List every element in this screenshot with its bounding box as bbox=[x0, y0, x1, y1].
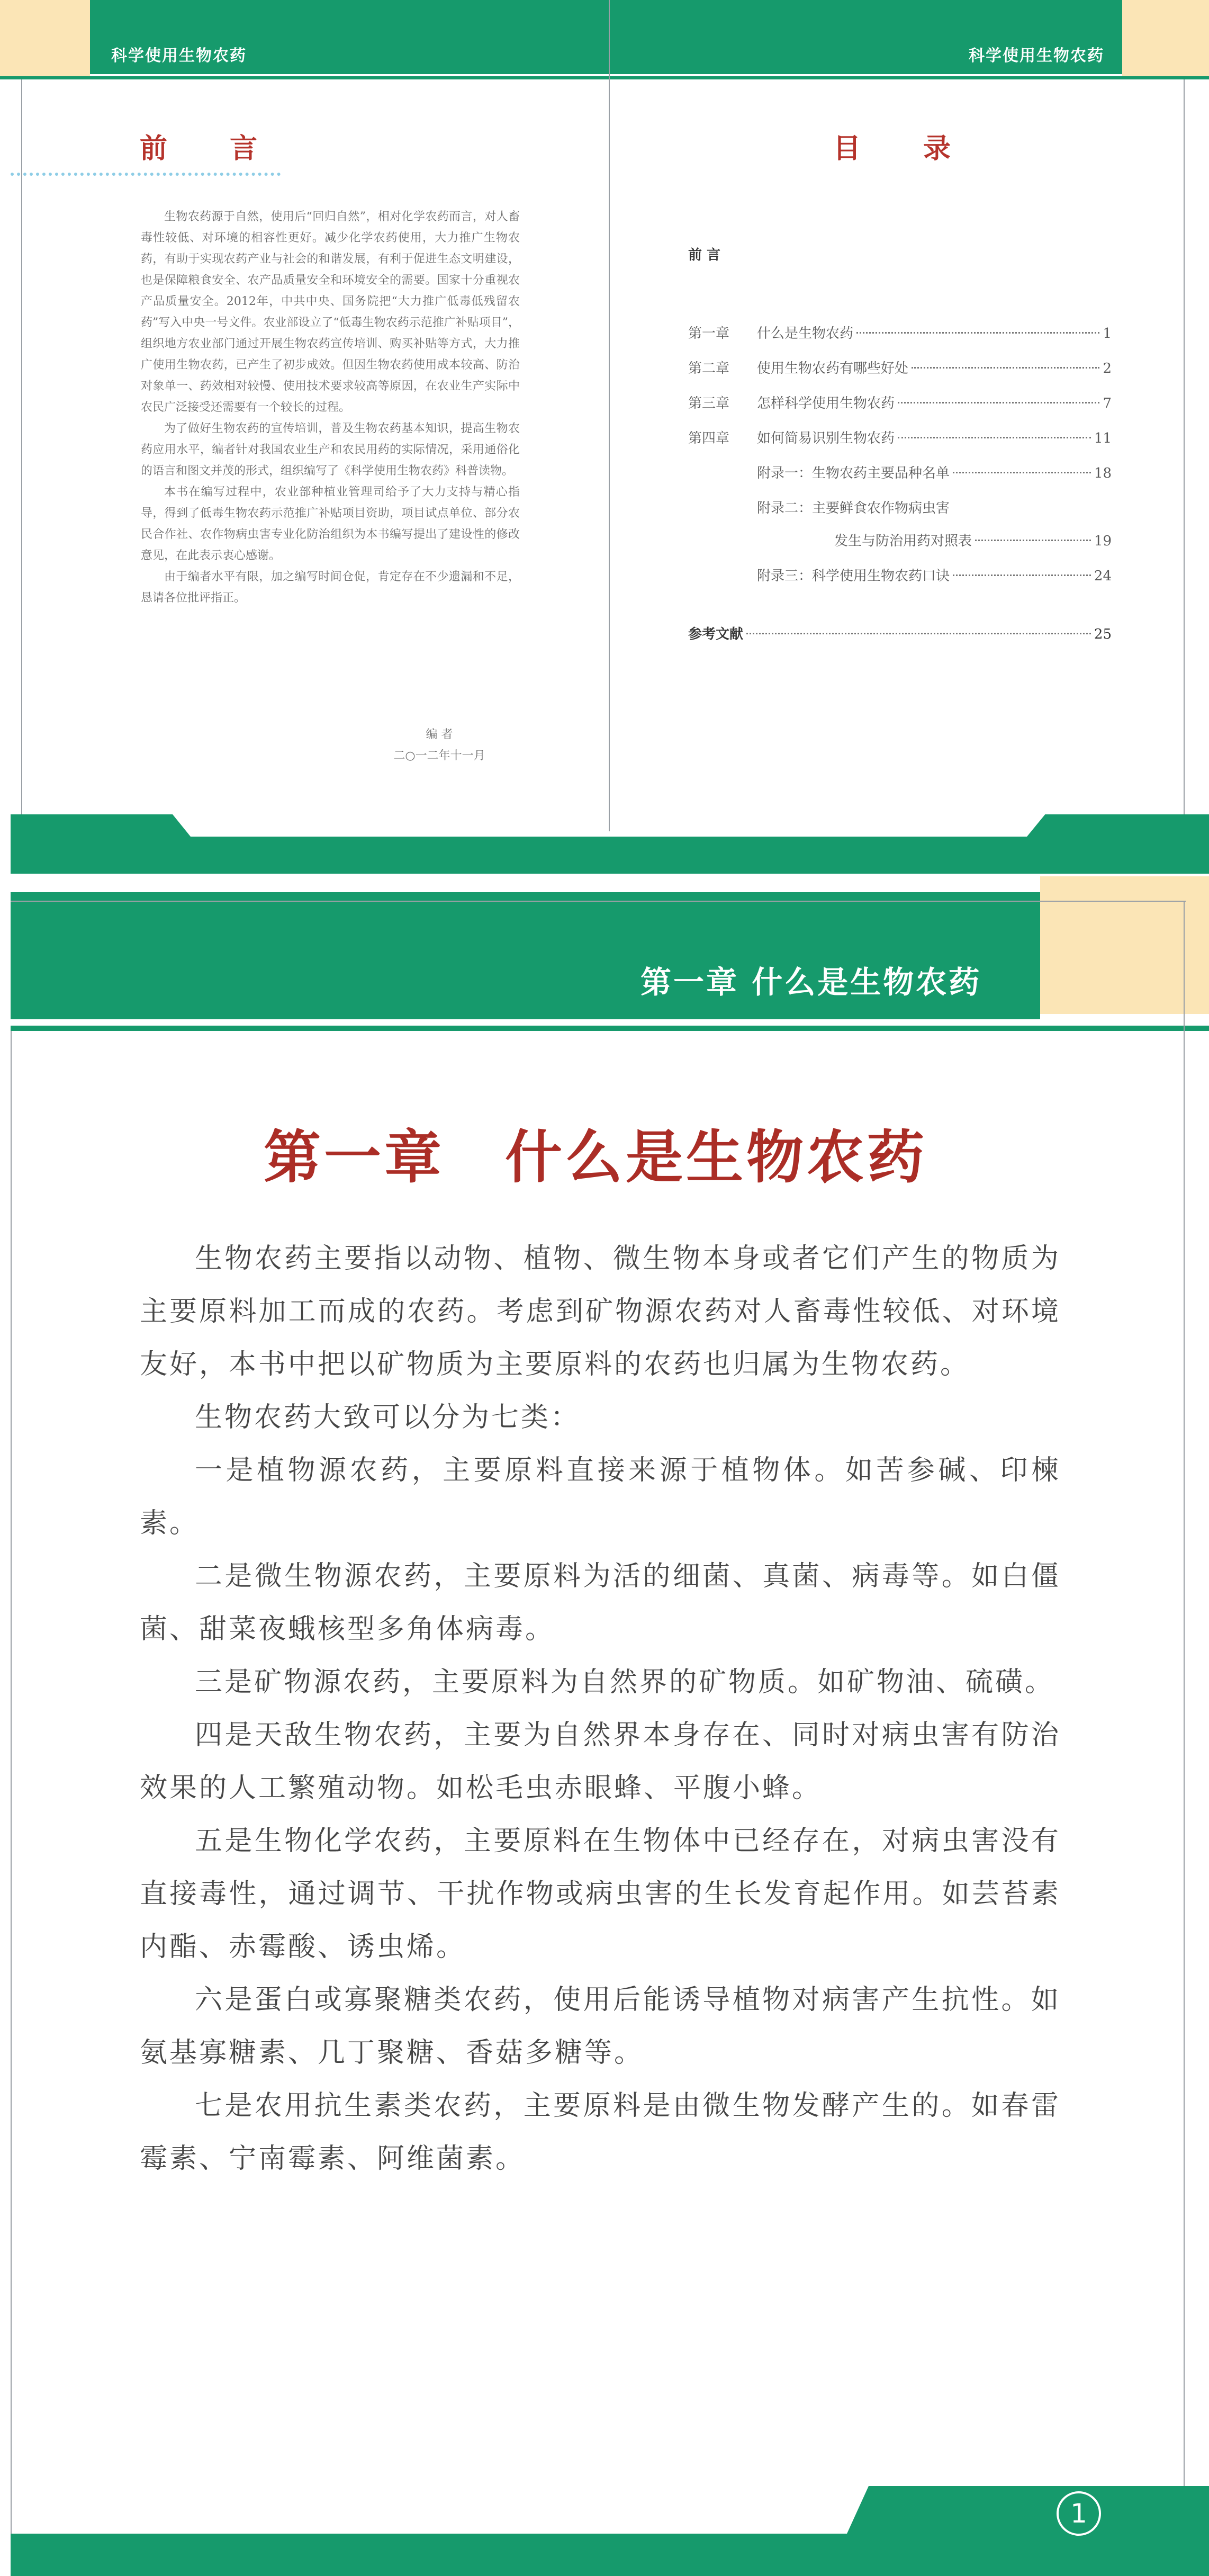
toc-item[interactable] bbox=[688, 427, 1112, 450]
chapter-frame-left bbox=[11, 1031, 12, 2556]
chapter-paragraph: 生物农药大致可以分为七类： bbox=[195, 1402, 581, 1433]
toc-leader bbox=[953, 575, 1091, 576]
page-number-badge: 1 bbox=[1057, 2491, 1101, 2536]
chapter-paragraph: 生物农药主要指以动物、植物、微生物本身或者它们产生的物质为主要原料加工而成的农药。考虑到矿物源农药对人畜毒性较低、对环境友好，本书中把以矿物质为主要原料的农药也归属为生物农药。 bbox=[140, 1243, 1061, 1380]
toc-appendix-item[interactable] bbox=[688, 497, 1112, 520]
toc-appendix-item-continued[interactable] bbox=[688, 529, 1112, 553]
toc-leader bbox=[898, 437, 1091, 438]
header-title-right: 科学使用生物农药 bbox=[969, 47, 1104, 65]
toc-chapter-label: 第二章 bbox=[688, 361, 730, 376]
toc-leader bbox=[898, 402, 1099, 403]
frame-left bbox=[21, 79, 22, 831]
spread-footer-band bbox=[11, 837, 1209, 874]
toc-title: 附录一：生物农药主要品种名单 bbox=[757, 465, 950, 481]
toc-title: 参考文献 bbox=[688, 626, 744, 642]
preface-paragraph: 为了做好生物农药的宣传培训，普及生物农药基本知识，提高生物农药应用水平，编者针对我国农业生产和农民用药的实际情况，采用通俗化的语言和图文并茂的形式，组织编写了《科学使用生物农药》科普读物。 bbox=[141, 422, 520, 478]
frame-right bbox=[1184, 79, 1185, 831]
chapter-paragraph: 三是矿物源农药，主要原料为自然界的矿物质。如矿物油、硫磺。 bbox=[195, 1666, 1055, 1698]
preface-paragraph: 本书在编写过程中，农业部种植业管理司给予了大力支持与精心指导，得到了低毒生物农药示范推广补贴项目资助，项目试点单位、部分农民合作社、农作物病虫害专业化防治组织为本书编写提出了建设性的修改意见，在此表示衷心感谢。 bbox=[141, 486, 520, 562]
header-title-left: 科学使用生物农药 bbox=[111, 47, 247, 65]
toc-title: 使用生物农药有哪些好处 bbox=[757, 361, 909, 376]
toc-page: 11 bbox=[1094, 430, 1112, 446]
toc-appendix-item[interactable] bbox=[688, 462, 1112, 485]
preface-body bbox=[141, 207, 520, 609]
page-gutter bbox=[609, 0, 610, 831]
toc-preface-entry: 前 言 bbox=[688, 247, 721, 263]
toc-page: 7 bbox=[1103, 396, 1112, 411]
toc-page: 2 bbox=[1103, 361, 1112, 376]
toc-page: 18 bbox=[1094, 465, 1112, 481]
toc-title: 怎样科学使用生物农药 bbox=[757, 396, 895, 411]
chapter-banner-title: 第一章 什么是生物农药 bbox=[640, 964, 982, 1000]
top-spread bbox=[0, 0, 1209, 876]
chapter-page bbox=[0, 876, 1209, 2576]
toc-page: 1 bbox=[1103, 326, 1112, 342]
toc-title: 发生与防治用药对照表 bbox=[834, 533, 972, 549]
chapter-paragraph: 七是农用抗生素类农药，主要原料是由微生物发酵产生的。如春雷霉素、宁南霉素、阿维菌素。 bbox=[140, 2090, 1061, 2175]
preface-dotted-divider bbox=[11, 173, 281, 176]
preface-paragraph: 由于编者水平有限，加之编写时间仓促，肯定存在不少遗漏和不足，恳请各位批评指正。 bbox=[141, 570, 520, 605]
toc-references-item[interactable] bbox=[688, 623, 1112, 646]
header-cream-left bbox=[0, 0, 90, 78]
toc-leader bbox=[856, 332, 1099, 334]
chapter-frame-right bbox=[1184, 901, 1185, 2558]
toc-title: 什么是生物农药 bbox=[757, 326, 854, 342]
chapter-paragraph: 四是天敌生物农药，主要为自然界本身存在、同时对病虫害有防治效果的人工繁殖动物。如松毛虫赤眼蜂、平腹小蜂。 bbox=[140, 1719, 1061, 1804]
chapter-body bbox=[140, 1232, 1061, 2185]
toc-page: 24 bbox=[1094, 568, 1112, 584]
toc-item[interactable] bbox=[688, 392, 1112, 415]
chapter-footer-tab bbox=[847, 2486, 1209, 2534]
chapter-paragraph: 六是蛋白或寡聚糖类农药，使用后能诱导植物对病害产生抗性。如氨基寡糖素、几丁聚糖、香菇多糖等。 bbox=[140, 1984, 1061, 2069]
chapter-heading: 第一章 什么是生物农药 bbox=[263, 1124, 927, 1191]
toc-title: 如何简易识别生物农药 bbox=[757, 430, 895, 446]
toc-page: 25 bbox=[1094, 626, 1112, 642]
toc-title: 附录三：科学使用生物农药口诀 bbox=[757, 568, 950, 584]
toc-title: 附录二：主要鲜食农作物病虫害 bbox=[757, 500, 950, 516]
toc-item[interactable] bbox=[688, 322, 1112, 345]
chapter-banner-rule bbox=[11, 1026, 1209, 1031]
toc-leader bbox=[912, 367, 1099, 369]
header-cream-right bbox=[1122, 0, 1209, 78]
spread-footer-right-tab bbox=[1027, 814, 1209, 837]
chapter-frame-top bbox=[11, 901, 1186, 902]
toc-chapter-label: 第一章 bbox=[688, 326, 730, 342]
chapter-footer-band bbox=[11, 2534, 1209, 2576]
preface-paragraph: 生物农药源于自然，使用后“回归自然”，相对化学农药而言，对人畜毒性较低、对环境的相容性更好。减少化学农药使用，大力推广生物农药，有助于实现农药产业与社会的和谐发展，有利于促进生态文明建设，也是保障粮食安全、农产品质量安全和环境安全的需要。国家十分重视农产品质量安全。2012年，中共中央、国务院把“大力推广低毒低残留农药”写入中央一号文件。农业部设立了“低毒生物农药示范推广补贴项目”，组织地方农业部门通过开展生物农药宣传培训、购买补贴等方式，大力推广使用生物农药，已产生了初步成效。但因生物农药使用成本较高、防治对象单一、药效相对较慢、使用技术要求较高等原因，在农业生产实际中农民广泛接受还需要有一个较长的过程。 bbox=[141, 210, 520, 414]
chapter-paragraph: 一是植物源农药，主要原料直接来源于植物体。如苦参碱、印楝素。 bbox=[140, 1455, 1061, 1539]
chapter-paragraph: 二是微生物源农药，主要原料为活的细菌、真菌、病毒等。如白僵菌、甜菜夜蛾核型多角体病毒。 bbox=[140, 1560, 1061, 1645]
preface-date: 二○一二年十一月 bbox=[393, 749, 485, 762]
header-rule bbox=[0, 76, 1209, 79]
toc-chapter-label: 第四章 bbox=[688, 430, 730, 446]
toc-page: 19 bbox=[1094, 533, 1112, 549]
toc-chapter-label: 第三章 bbox=[688, 396, 730, 411]
preface-signature: 编 者 bbox=[426, 728, 453, 741]
toc-leader bbox=[953, 472, 1091, 473]
toc-list bbox=[688, 322, 1112, 646]
toc-leader bbox=[975, 540, 1091, 541]
spread-footer-left-tab bbox=[11, 814, 191, 837]
chapter-paragraph: 五是生物化学农药，主要原料在生物体中已经存在，对病虫害没有直接毒性，通过调节、干扰作物或病虫害的生长发育起作用。如芸苔素内酯、赤霉酸、诱虫烯。 bbox=[140, 1825, 1061, 1963]
toc-leader bbox=[746, 633, 1091, 634]
preface-heading: 前 言 bbox=[139, 132, 284, 165]
toc-appendix-item[interactable] bbox=[688, 564, 1112, 588]
toc-heading: 目 录 bbox=[833, 132, 978, 165]
toc-item[interactable] bbox=[688, 357, 1112, 380]
